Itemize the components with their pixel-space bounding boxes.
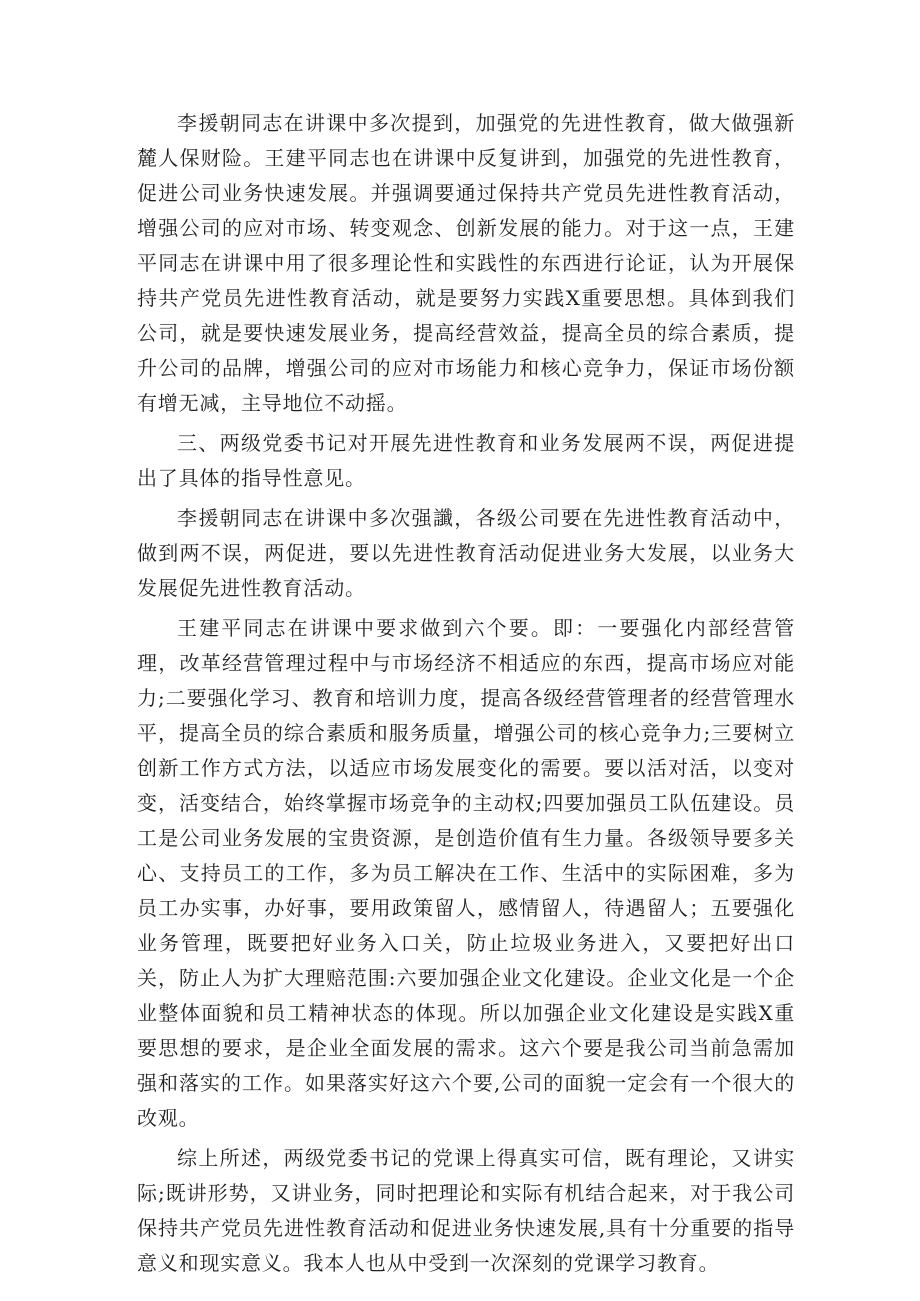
paragraph-2: 三、两级党委书记对开展先进性教育和业务发展两不误，两促进提出了具体的指导性意见。 xyxy=(137,431,795,490)
paragraph-1: 李援朝同志在讲课中多次提到，加强党的先进性教育，做大做强新麓人保财险。王建平同志也在讲课中反复讲到，加强党的先进性教育，促进公司业务快速发展。并强调要通过保持共产党员先进性教育活动，增强公司的应对市场、转变观念、创新发展的能力。对于这一点，王建平同志在讲课中用了很多理论性和实践性的东西进行论证，认为开展保持共产党员先进性教育活动，就是要努力实践X重要思想。具体到我们公司，就是要快速发展业务，提高经营效益，提高全员的综合素质，提升公司的品牌，增强公司的应对市场能力和核心竞争力，保证市场份额有增无减，主导地位不动摇。 xyxy=(137,111,795,415)
document-body xyxy=(137,106,795,1281)
paragraph-3: 李援朝同志在讲课中多次强讖，各级公司要在先进性教育活动中，做到两不误，两促进，要以先进性教育活动促进业务大发展，以业务大发展促先进性教育活动。 xyxy=(137,506,795,600)
paragraph-5: 综上所述，两级党委书记的党课上得真实可信，既有理论，又讲实际;既讲形势，又讲业务，同时把理论和实际有机结合起来，对于我公司保持共产党员先进性教育活动和促进业务快速发展,具有十分重要的指导意义和现实意义。我本人也从中受到一次深刻的党课学习教育。 xyxy=(137,1146,795,1275)
paragraph-4: 王建平同志在讲课中要求做到六个要。即：一要强化内部经营管理，改革经营管理过程中与市场经济不相适应的东西，提高市场应对能力;二要强化学习、教育和培训力度，提高各级经营管理者的经营管理水平，提高全员的综合素质和服务质量，增强公司的核心竞争力;三要树立创新工作方式方法，以适应市场发展变化的需要。要以活对活，以变对变，活变结合，始终掌握市场竞争的主动权;四要加强员工队伍建设。员工是公司业务发展的宝贵资源，是创造价值有生力量。各级领导要多关心、支持员工的工作，多为员工解决在工作、生活中的实际困难，多为员工办实事，办好事，要用政策留人，感情留人，待遇留人；五要强化业务管理，既要把好业务入口关，防止垃圾业务进入，又要把好出口关，防止人为扩大理赔范围:六要加强企业文化建设。企业文化是一个企业整体面貌和员工精神状态的体现。所以加强企业文化建设是实践X重要思想的要求，是企业全面发展的需求。这六个要是我公司当前急需加强和落实的工作。如果落实好这六个要,公司的面貌一定会有一个很大的改观。 xyxy=(137,616,795,1130)
